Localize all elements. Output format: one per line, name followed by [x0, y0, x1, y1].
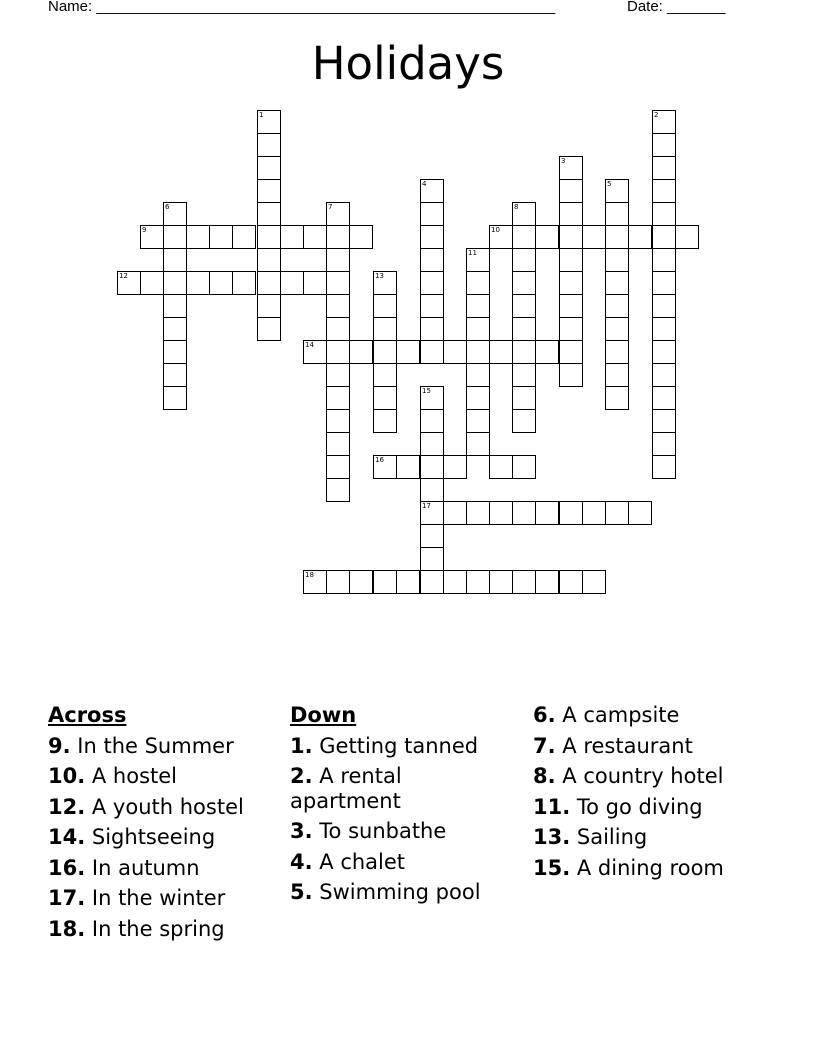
clue-text: Getting tanned: [319, 733, 479, 758]
clue-text: In the Summer: [77, 733, 234, 758]
grid-cell[interactable]: [326, 363, 350, 387]
clue-number: 18.: [48, 916, 86, 941]
grid-cell[interactable]: [605, 202, 629, 226]
clue-down-7: [533, 734, 773, 759]
grid-cell[interactable]: [605, 294, 629, 318]
grid-cell[interactable]: [535, 501, 559, 525]
cell-number: 9: [142, 226, 147, 234]
grid-cell[interactable]: [512, 501, 536, 525]
grid-cell[interactable]: [652, 202, 676, 226]
cell-number: 12: [119, 272, 128, 280]
grid-cell[interactable]: [232, 225, 256, 249]
clue-down-6: [533, 703, 773, 728]
grid-cell[interactable]: [373, 455, 397, 479]
grid-cell[interactable]: [163, 317, 187, 341]
grid-cell[interactable]: [628, 501, 652, 525]
grid-cell[interactable]: [420, 248, 444, 272]
grid-cell[interactable]: [349, 225, 373, 249]
cell-number: 10: [491, 226, 500, 234]
grid-cell[interactable]: [396, 340, 420, 364]
grid-cell[interactable]: [420, 294, 444, 318]
grid-cell[interactable]: [559, 248, 583, 272]
grid-cell[interactable]: [605, 340, 629, 364]
cell-number: 1: [259, 111, 264, 119]
grid-cell[interactable]: [605, 271, 629, 295]
grid-cell[interactable]: [489, 570, 513, 594]
grid-cell[interactable]: [652, 271, 676, 295]
grid-cell[interactable]: [512, 271, 536, 295]
grid-cell[interactable]: [559, 570, 583, 594]
across-heading: Across: [48, 703, 127, 727]
grid-cell[interactable]: [628, 225, 652, 249]
clue-text: A campsite: [562, 703, 680, 727]
grid-cell[interactable]: [326, 432, 350, 456]
grid-cell[interactable]: [420, 455, 444, 479]
clue-number: 2.: [290, 764, 313, 788]
clue-across-16: [48, 856, 278, 881]
clue-down-1: [290, 734, 512, 759]
clue-text: To go diving: [576, 794, 703, 819]
clue-number: 7.: [533, 733, 556, 758]
grid-cell[interactable]: [373, 340, 397, 364]
clue-number: 4.: [290, 849, 313, 874]
grid-cell[interactable]: [186, 271, 210, 295]
grid-cell[interactable]: [257, 110, 281, 134]
grid-cell[interactable]: [209, 225, 233, 249]
grid-cell[interactable]: [373, 317, 397, 341]
grid-cell[interactable]: [559, 363, 583, 387]
clue-text: In the winter: [91, 886, 226, 910]
grid-cell[interactable]: [209, 271, 233, 295]
grid-cell[interactable]: [652, 432, 676, 456]
down-clues: [290, 703, 512, 911]
grid-cell[interactable]: [373, 271, 397, 295]
grid-cell[interactable]: [605, 363, 629, 387]
grid-cell[interactable]: [326, 225, 350, 249]
clue-across-12: [48, 795, 278, 820]
grid-cell[interactable]: [349, 340, 373, 364]
grid-cell[interactable]: [489, 455, 513, 479]
clue-number: 17.: [48, 886, 86, 910]
clue-number: 5.: [290, 880, 313, 904]
clue-down-13: [533, 825, 773, 850]
grid-cell[interactable]: [303, 271, 327, 295]
grid-cell[interactable]: [559, 317, 583, 341]
grid-cell[interactable]: [535, 570, 559, 594]
grid-cell[interactable]: [420, 317, 444, 341]
clue-text: A chalet: [319, 849, 406, 874]
clue-number: 14.: [48, 825, 86, 849]
clue-number: 12.: [48, 794, 86, 819]
grid-cell[interactable]: [326, 386, 350, 410]
clue-number: 9.: [48, 733, 71, 758]
grid-cell[interactable]: [652, 409, 676, 433]
clue-text: In autumn: [91, 855, 200, 880]
clue-number: 13.: [533, 825, 571, 849]
grid-cell[interactable]: [396, 455, 420, 479]
grid-cell[interactable]: [652, 110, 676, 134]
grid-cell[interactable]: [605, 248, 629, 272]
grid-cell[interactable]: [257, 225, 281, 249]
grid-cell[interactable]: [280, 271, 304, 295]
grid-cell[interactable]: [257, 294, 281, 318]
grid-cell[interactable]: [605, 317, 629, 341]
clue-number: 16.: [48, 855, 86, 880]
grid-cell[interactable]: [326, 317, 350, 341]
grid-cell[interactable]: [373, 386, 397, 410]
clue-text: Swimming pool: [319, 880, 481, 904]
clue-number: 11.: [533, 794, 571, 819]
clue-text: A rental apartment: [290, 764, 402, 813]
clue-down-3: [290, 819, 512, 844]
grid-cell[interactable]: [466, 248, 490, 272]
grid-cell[interactable]: [605, 386, 629, 410]
grid-cell[interactable]: [559, 271, 583, 295]
grid-cell[interactable]: [420, 570, 444, 594]
grid-cell[interactable]: [489, 225, 513, 249]
clue-text: A restaurant: [562, 733, 693, 758]
grid-cell[interactable]: [466, 271, 490, 295]
grid-cell[interactable]: [466, 432, 490, 456]
grid-cell[interactable]: [163, 225, 187, 249]
clue-down-5: [290, 880, 512, 905]
across-clues: [48, 703, 278, 947]
clue-down-15: [533, 856, 773, 881]
grid-cell[interactable]: [652, 133, 676, 157]
grid-cell[interactable]: [512, 386, 536, 410]
cell-number: 5: [607, 180, 612, 188]
grid-cell[interactable]: [466, 386, 490, 410]
grid-cell[interactable]: [420, 478, 444, 502]
clue-number: 8.: [533, 764, 556, 788]
grid-cell[interactable]: [582, 225, 606, 249]
grid-cell[interactable]: [559, 294, 583, 318]
grid-cell[interactable]: [232, 271, 256, 295]
grid-cell[interactable]: [326, 271, 350, 295]
grid-cell[interactable]: [420, 340, 444, 364]
grid-cell[interactable]: [605, 501, 629, 525]
grid-cell[interactable]: [326, 248, 350, 272]
grid-cell[interactable]: [257, 202, 281, 226]
grid-cell[interactable]: [582, 501, 606, 525]
clue-down-8: [533, 764, 773, 789]
grid-cell[interactable]: [512, 248, 536, 272]
grid-cell[interactable]: [582, 570, 606, 594]
grid-cell[interactable]: [652, 156, 676, 180]
grid-cell[interactable]: [326, 455, 350, 479]
clue-number: 3.: [290, 819, 313, 843]
grid-cell[interactable]: [163, 248, 187, 272]
grid-cell[interactable]: [373, 294, 397, 318]
grid-cell[interactable]: [535, 225, 559, 249]
clue-text: Sailing: [576, 825, 648, 849]
grid-cell[interactable]: [652, 340, 676, 364]
grid-cell[interactable]: [675, 225, 699, 249]
grid-cell[interactable]: [512, 225, 536, 249]
grid-cell[interactable]: [163, 202, 187, 226]
grid-cell[interactable]: [326, 202, 350, 226]
cell-number: 16: [375, 456, 384, 464]
grid-cell[interactable]: [140, 271, 164, 295]
grid-cell[interactable]: [559, 179, 583, 203]
grid-cell[interactable]: [140, 225, 164, 249]
clue-number: 15.: [533, 855, 571, 880]
grid-cell[interactable]: [559, 340, 583, 364]
clue-across-10: [48, 764, 278, 789]
clue-number: 1.: [290, 733, 313, 758]
clue-across-17: [48, 886, 278, 911]
grid-cell[interactable]: [443, 501, 467, 525]
cell-number: 6: [165, 203, 170, 211]
grid-cell[interactable]: [652, 455, 676, 479]
grid-cell[interactable]: [257, 133, 281, 157]
clue-down-2: [290, 764, 512, 813]
grid-cell[interactable]: [466, 363, 490, 387]
grid-cell[interactable]: [605, 179, 629, 203]
grid-cell[interactable]: [326, 409, 350, 433]
cell-number: 4: [422, 180, 427, 188]
grid-cell[interactable]: [326, 340, 350, 364]
grid-cell[interactable]: [652, 225, 676, 249]
name-line: Name: _______________________________________________________: [48, 0, 556, 15]
grid-cell[interactable]: [163, 271, 187, 295]
clue-number: 10.: [48, 764, 86, 788]
grid-cell[interactable]: [303, 225, 327, 249]
grid-cell[interactable]: [280, 225, 304, 249]
clue-text: Sightseeing: [91, 825, 216, 849]
down-heading: Down: [290, 703, 357, 727]
grid-cell[interactable]: [326, 570, 350, 594]
grid-cell[interactable]: [257, 317, 281, 341]
clue-text: To sunbathe: [319, 819, 447, 843]
grid-cell[interactable]: [605, 225, 629, 249]
clue-across-9: [48, 734, 278, 759]
clue-text: A country hotel: [562, 764, 724, 788]
grid-cell[interactable]: [420, 271, 444, 295]
grid-cell[interactable]: [163, 386, 187, 410]
grid-cell[interactable]: [652, 179, 676, 203]
grid-cell[interactable]: [512, 340, 536, 364]
cell-number: 13: [375, 272, 384, 280]
cell-number: 8: [514, 203, 519, 211]
grid-cell[interactable]: [652, 248, 676, 272]
grid-cell[interactable]: [303, 340, 327, 364]
grid-cell[interactable]: [326, 478, 350, 502]
grid-cell[interactable]: [466, 409, 490, 433]
grid-cell[interactable]: [512, 202, 536, 226]
grid-cell[interactable]: [652, 317, 676, 341]
cell-number: 7: [328, 203, 333, 211]
grid-cell[interactable]: [420, 202, 444, 226]
clue-number: 6.: [533, 703, 556, 727]
grid-cell[interactable]: [163, 363, 187, 387]
clue-text: A hostel: [91, 764, 178, 788]
grid-cell[interactable]: [420, 432, 444, 456]
grid-cell[interactable]: [420, 225, 444, 249]
grid-cell[interactable]: [420, 386, 444, 410]
grid-cell[interactable]: [257, 179, 281, 203]
grid-cell[interactable]: [257, 156, 281, 180]
grid-cell[interactable]: [373, 363, 397, 387]
grid-cell[interactable]: [373, 570, 397, 594]
grid-cell[interactable]: [443, 340, 467, 364]
grid-cell[interactable]: [652, 386, 676, 410]
grid-cell[interactable]: [257, 248, 281, 272]
cell-number: 14: [305, 341, 314, 349]
grid-cell[interactable]: [420, 547, 444, 571]
grid-cell[interactable]: [466, 570, 490, 594]
clue-down-11: [533, 795, 773, 820]
grid-cell[interactable]: [466, 317, 490, 341]
grid-cell[interactable]: [535, 340, 559, 364]
grid-cell[interactable]: [420, 501, 444, 525]
grid-cell[interactable]: [443, 570, 467, 594]
grid-cell[interactable]: [420, 524, 444, 548]
grid-cell[interactable]: [349, 570, 373, 594]
page-title: Holidays: [311, 37, 505, 90]
grid-cell[interactable]: [420, 409, 444, 433]
clue-text: In the spring: [91, 916, 225, 941]
grid-cell[interactable]: [163, 294, 187, 318]
grid-cell[interactable]: [652, 363, 676, 387]
grid-cell[interactable]: [559, 501, 583, 525]
cell-number: 15: [422, 387, 431, 395]
cell-number: 3: [561, 157, 566, 165]
grid-cell[interactable]: [652, 294, 676, 318]
clue-text: A dining room: [576, 855, 724, 880]
grid-cell[interactable]: [303, 570, 327, 594]
date-line: Date: _______: [627, 0, 726, 15]
grid-cell[interactable]: [512, 409, 536, 433]
grid-cell[interactable]: [326, 294, 350, 318]
grid-cell[interactable]: [512, 455, 536, 479]
grid-cell[interactable]: [512, 570, 536, 594]
grid-cell[interactable]: [512, 363, 536, 387]
grid-cell[interactable]: [117, 271, 141, 295]
clue-across-14: [48, 825, 278, 850]
grid-cell[interactable]: [512, 294, 536, 318]
clue-across-18: [48, 917, 278, 942]
grid-cell[interactable]: [559, 202, 583, 226]
clue-down-4: [290, 850, 512, 875]
cell-number: 18: [305, 571, 314, 579]
grid-cell[interactable]: [466, 501, 490, 525]
grid-cell[interactable]: [466, 294, 490, 318]
grid-cell[interactable]: [512, 317, 536, 341]
grid-cell[interactable]: [396, 570, 420, 594]
grid-cell[interactable]: [489, 501, 513, 525]
down-clues-continued: [533, 703, 773, 886]
grid-cell[interactable]: [373, 409, 397, 433]
grid-cell[interactable]: [489, 340, 513, 364]
cell-number: 11: [468, 249, 477, 257]
grid-cell[interactable]: [559, 156, 583, 180]
grid-cell[interactable]: [163, 340, 187, 364]
grid-cell[interactable]: [443, 455, 467, 479]
cell-number: 17: [422, 502, 431, 510]
cell-number: 2: [654, 111, 659, 119]
clue-text: A youth hostel: [91, 794, 244, 819]
grid-cell[interactable]: [257, 271, 281, 295]
grid-cell[interactable]: [420, 179, 444, 203]
grid-cell[interactable]: [559, 225, 583, 249]
grid-cell[interactable]: [186, 225, 210, 249]
